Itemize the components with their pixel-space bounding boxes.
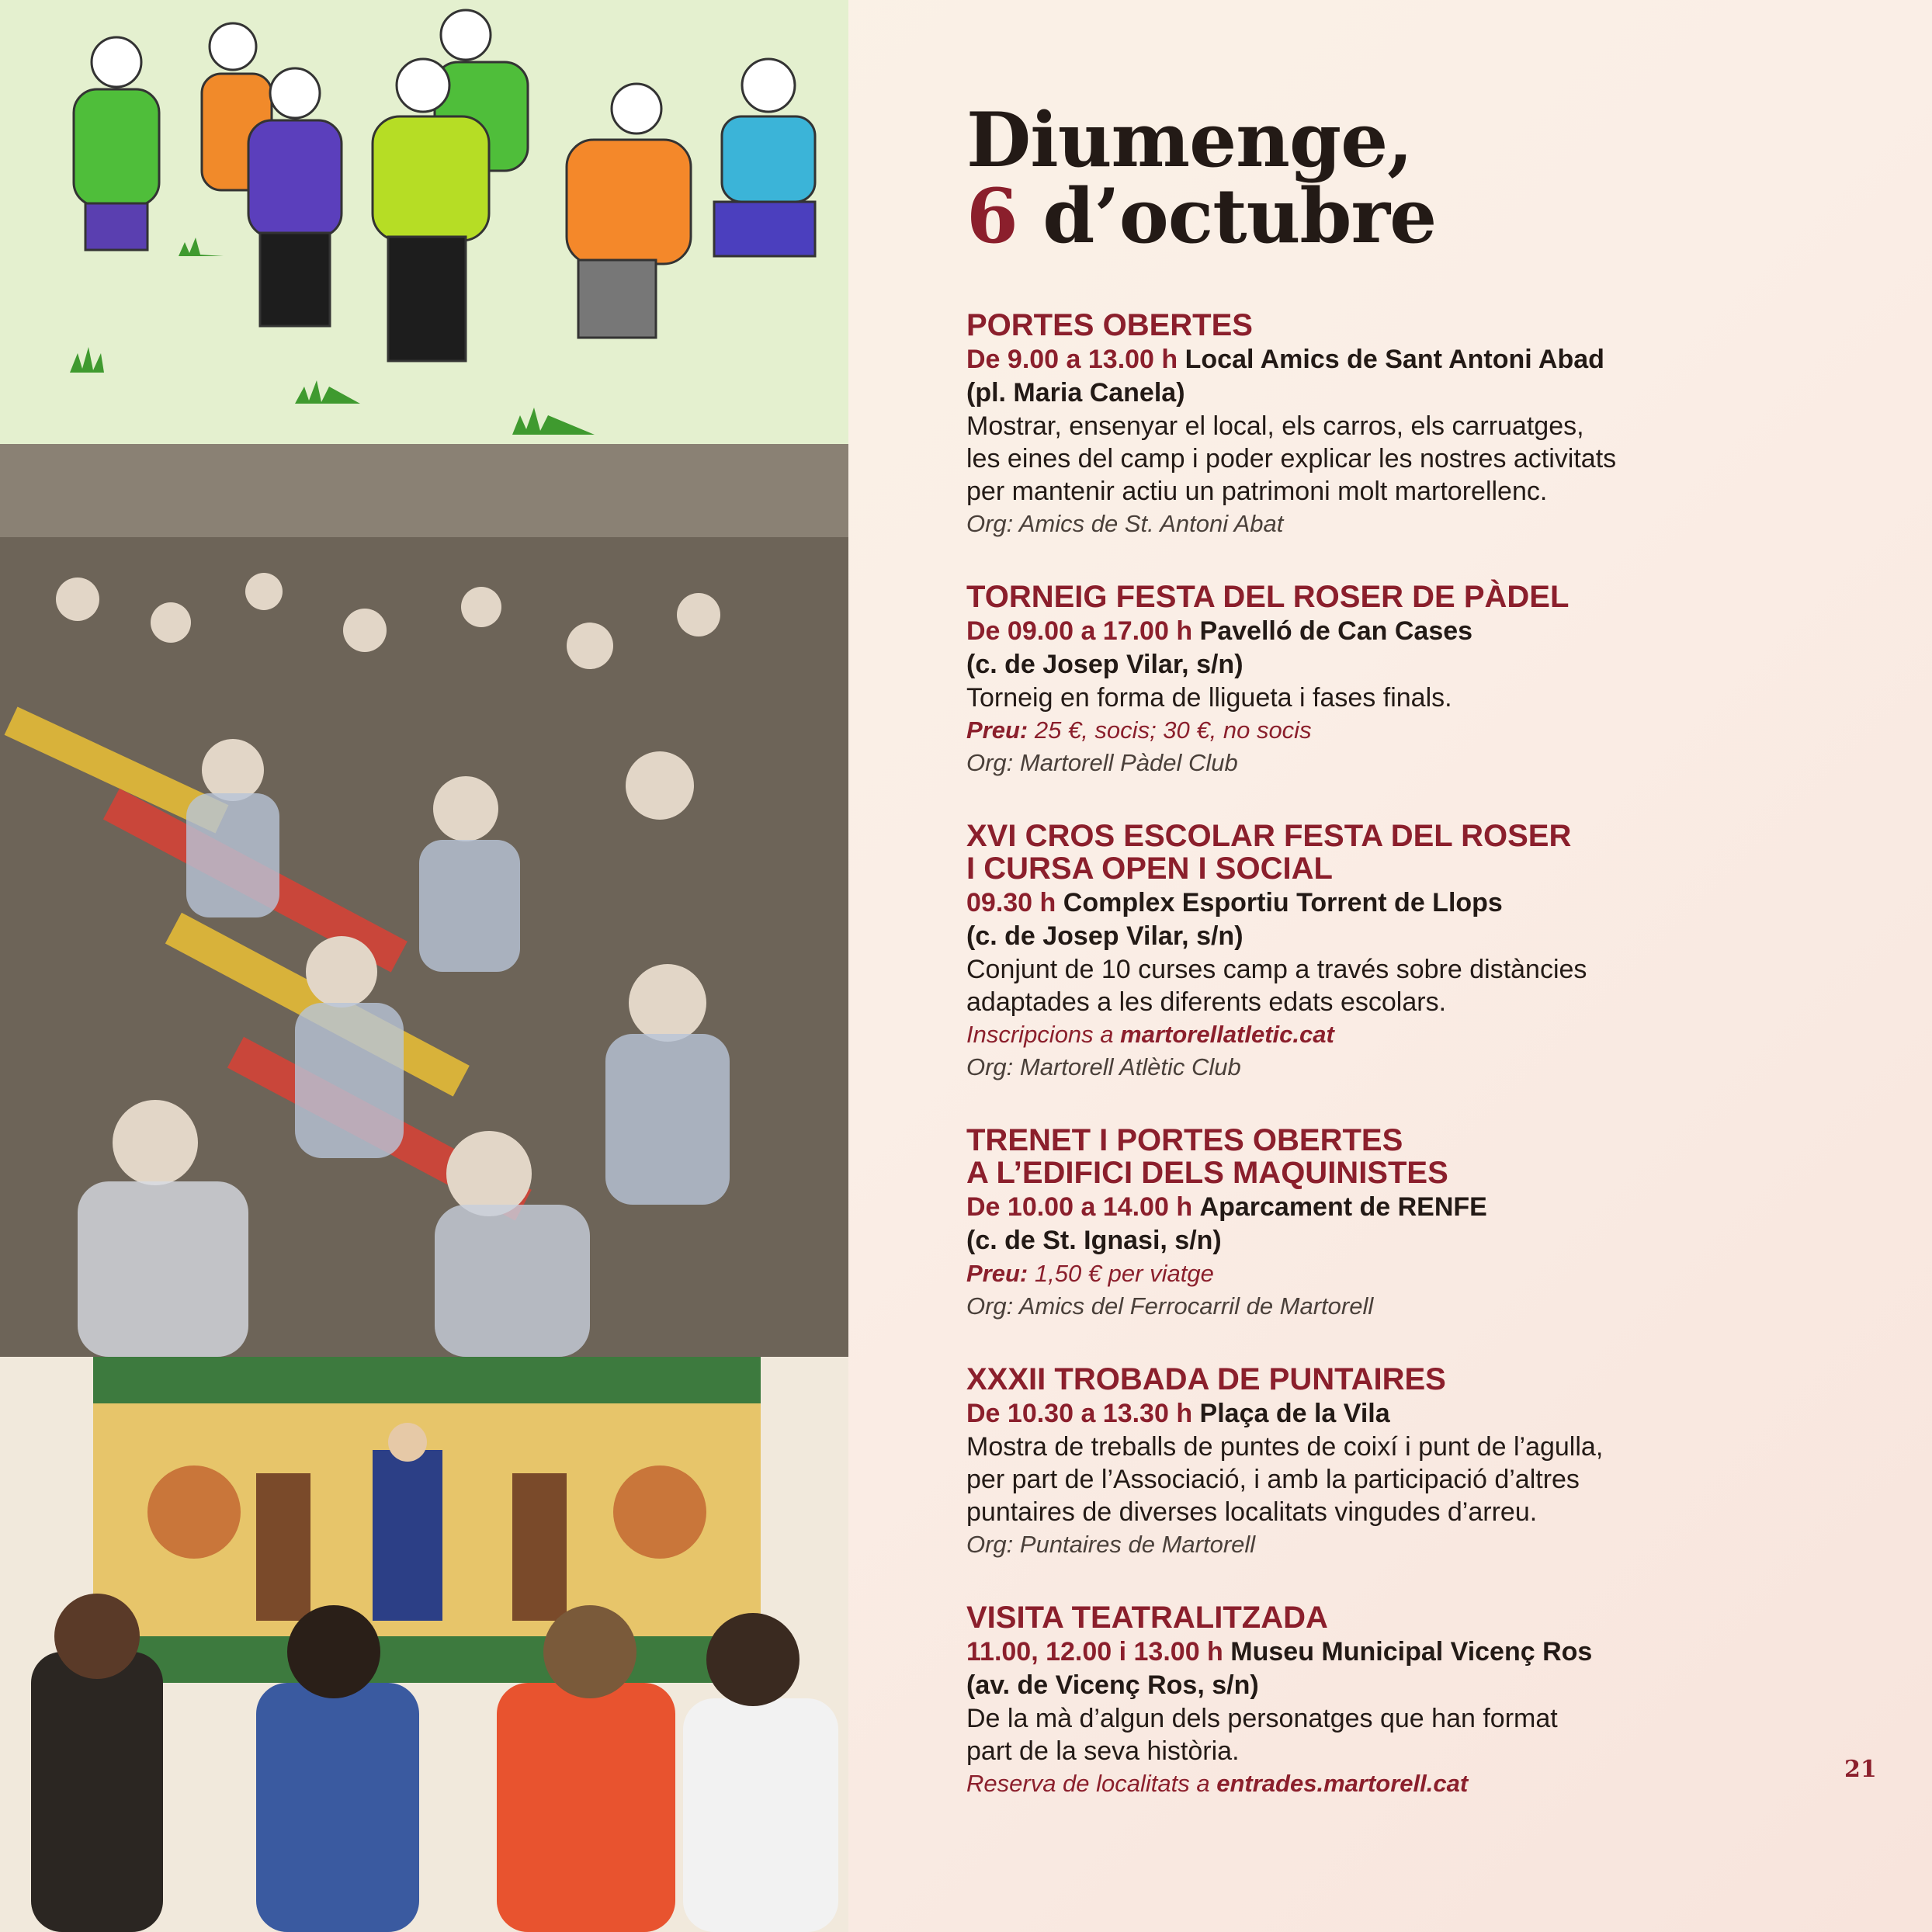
event-time: De 09.00 a 17.00 h (966, 616, 1193, 646)
event-address: (av. de Vicenç Ros, s/n) (966, 1670, 1259, 1700)
event-time-place (966, 615, 1820, 648)
event-place: Museu Municipal Vicenç Ros (1230, 1637, 1593, 1667)
photo-column (0, 0, 848, 1932)
booking-prefix: Reserva de localitats a (966, 1770, 1210, 1797)
event-title (966, 1124, 1820, 1189)
event-torneig-padel (966, 581, 1820, 779)
event-title-line: A L’EDIFICI DELS MAQUINISTES (966, 1156, 1448, 1190)
price-label: Preu: (966, 716, 1028, 744)
event-address: (c. de Josep Vilar, s/n) (966, 650, 1243, 679)
event-trobada-puntaires (966, 1363, 1820, 1561)
event-title-line: TRENET I PORTES OBERTES (966, 1123, 1403, 1157)
event-registration (966, 1018, 1820, 1051)
event-trenet (966, 1124, 1820, 1323)
event-address: (c. de St. Ignasi, s/n) (966, 1226, 1222, 1255)
event-title (966, 820, 1820, 885)
price-value: 25 €, socis; 30 €, no socis (1034, 716, 1312, 744)
heading-weekday: Diumenge, (966, 96, 1413, 184)
event-title (966, 1363, 1820, 1396)
event-title (966, 1601, 1820, 1634)
event-cros-escolar (966, 820, 1820, 1084)
description-line: per part de l’Associació, i amb la participació d’altres (966, 1465, 1580, 1494)
event-price (966, 714, 1820, 747)
event-title-line: XXXII TROBADA DE PUNTAIRES (966, 1362, 1446, 1396)
event-organizer: Org: Martorell Pàdel Club (966, 749, 1238, 776)
description-line: Conjunt de 10 curses camp a través sobre distàncies (966, 955, 1587, 984)
event-organizer: Org: Puntaires de Martorell (966, 1531, 1256, 1558)
event-place: Aparcament de RENFE (1199, 1192, 1487, 1222)
event-time: De 10.00 a 14.00 h (966, 1192, 1193, 1222)
event-description (966, 682, 1820, 714)
description-line: Mostrar, ensenyar el local, els carros, els carruatges, (966, 411, 1584, 441)
event-visita-teatralitzada (966, 1601, 1820, 1800)
description-line: De la mà d’algun dels personatges que han format (966, 1704, 1558, 1733)
price-value: 1,50 € per viatge (1034, 1260, 1214, 1287)
day-heading (966, 96, 1820, 260)
event-time-place (966, 1397, 1820, 1431)
price-label: Preu: (966, 1260, 1028, 1287)
event-time: 09.30 h (966, 888, 1056, 917)
event-time-place (966, 343, 1820, 376)
event-time-place (966, 886, 1820, 920)
event-time: De 9.00 a 13.00 h (966, 345, 1178, 374)
event-address: (pl. Maria Canela) (966, 378, 1185, 408)
event-place: Local Amics de Sant Antoni Abad (1185, 345, 1604, 374)
event-time: De 10.30 a 13.30 h (966, 1399, 1193, 1428)
event-description (966, 953, 1820, 1018)
page-number: 21 (1844, 1756, 1877, 1783)
runners-illustration (0, 0, 848, 444)
event-booking (966, 1767, 1820, 1800)
event-title (966, 581, 1820, 613)
event-time-place (966, 1635, 1820, 1669)
program-column (966, 96, 1820, 1840)
event-portes-obertes (966, 309, 1820, 540)
event-title (966, 309, 1820, 342)
event-description (966, 410, 1820, 508)
description-line: Mostra de treballs de puntes de coixí i punt de l’agulla, (966, 1432, 1604, 1462)
heading-day-number: 6 (966, 172, 1018, 260)
event-description (966, 1431, 1820, 1528)
event-title-line: I CURSA OPEN I SOCIAL (966, 852, 1333, 886)
description-line: Torneig en forma de lligueta i fases finals. (966, 683, 1452, 713)
booking-link[interactable]: entrades.martorell.cat (1216, 1770, 1469, 1797)
event-organizer: Org: Amics de St. Antoni Abat (966, 510, 1284, 537)
event-place: Plaça de la Vila (1199, 1399, 1390, 1428)
description-line: les eines del camp i poder explicar les nostres activitats (966, 444, 1617, 473)
event-address: (c. de Josep Vilar, s/n) (966, 921, 1243, 951)
description-line: puntaires de diverses localitats vingudes d’arreu. (966, 1497, 1538, 1527)
event-place: Complex Esportiu Torrent de Llops (1063, 888, 1503, 917)
event-description (966, 1702, 1820, 1767)
event-time-place (966, 1191, 1820, 1224)
event-organizer: Org: Amics del Ferrocarril de Martorell (966, 1292, 1374, 1320)
heading-month: d’octubre (1042, 172, 1437, 260)
event-place: Pavelló de Can Cases (1199, 616, 1473, 646)
registration-prefix: Inscripcions a (966, 1021, 1114, 1048)
event-price (966, 1257, 1820, 1290)
description-line: per mantenir actiu un patrimoni molt martorellenc. (966, 477, 1548, 506)
description-line: part de la seva història. (966, 1736, 1240, 1766)
event-title-line: PORTES OBERTES (966, 308, 1253, 342)
event-title-line: TORNEIG FESTA DEL ROSER DE PÀDEL (966, 580, 1570, 614)
event-organizer: Org: Martorell Atlètic Club (966, 1053, 1241, 1080)
lacemakers-photo (0, 444, 848, 1357)
description-line: adaptades a les diferents edats escolars. (966, 987, 1447, 1017)
event-title-line: XVI CROS ESCOLAR FESTA DEL ROSER (966, 819, 1572, 853)
event-time: 11.00, 12.00 i 13.00 h (966, 1637, 1223, 1667)
registration-link[interactable]: martorellatletic.cat (1120, 1021, 1334, 1048)
tile-mural-photo (0, 1357, 848, 1932)
event-title-line: VISITA TEATRALITZADA (966, 1601, 1328, 1635)
